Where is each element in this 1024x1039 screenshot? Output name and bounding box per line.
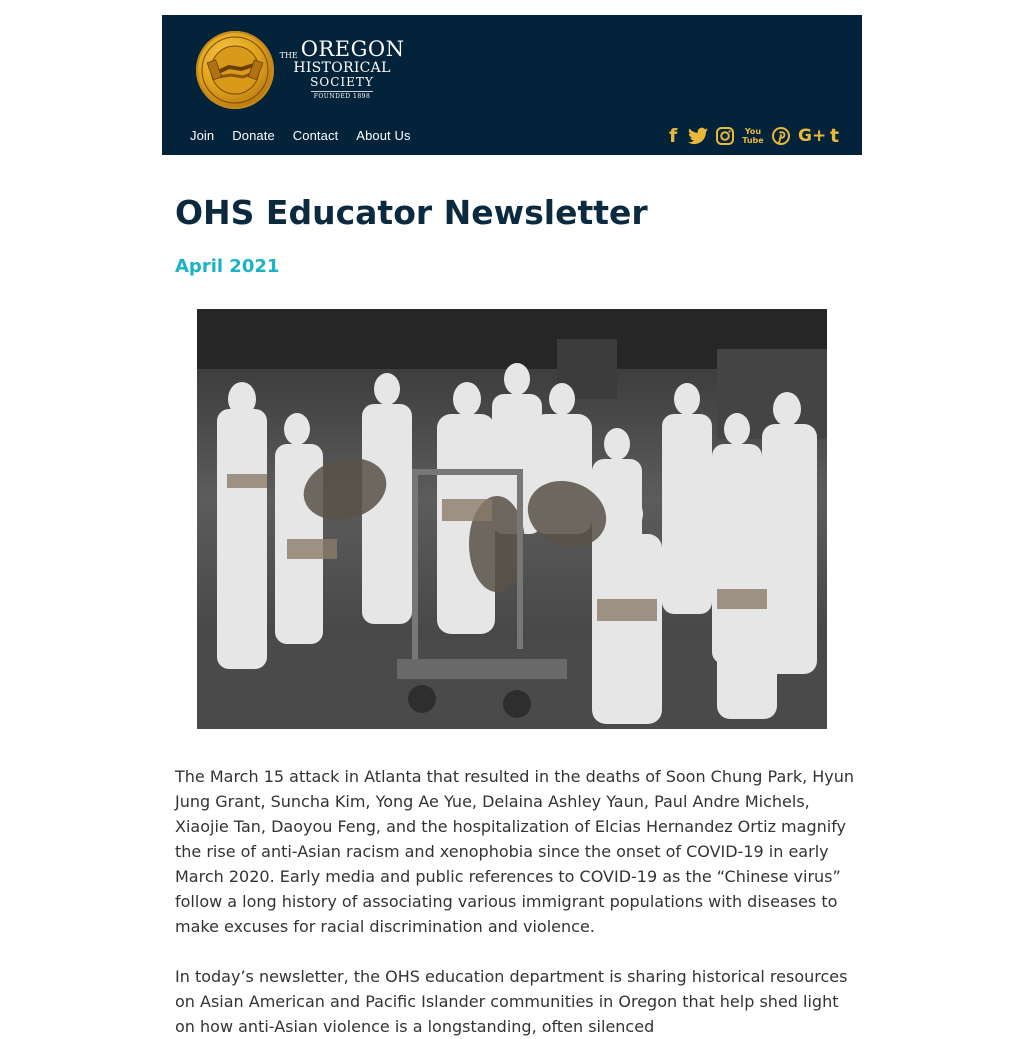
hero-photo[interactable] (197, 309, 827, 729)
newsletter-date: April 2021 (175, 256, 280, 277)
newsletter-title: OHS Educator Newsletter (175, 193, 648, 232)
pinterest-icon[interactable] (772, 125, 790, 147)
body-paragraph-2: In today’s newsletter, the OHS education department is sharing historical resources on Asian American and Pacific Islander communities in Oregon that help shed light on how anti-Asian violence is a longstanding, often silenced (175, 967, 848, 1036)
wordmark-historical: HISTORICAL (293, 60, 391, 76)
nav-link-contact[interactable]: Contact (292, 128, 339, 143)
nav-link-join[interactable]: Join (190, 128, 215, 143)
header-nav (190, 128, 429, 143)
instagram-icon[interactable] (716, 125, 734, 147)
body-paragraph-1: The March 15 attack in Atlanta that resulted in the deaths of Soon Chung Park, Hyun Jung Grant, Suncha Kim, Yong Ae Yue, Delaina Ashley Yaun, Paul Andre Michels, Xiaojie Tan, Daoyou Feng, and the hospitalization of Elcias Hernandez Ortiz magnify the rise of anti-Asian racism and xenophobia since the onset of COVID-19 in early March 2020. Early media and public references to COVID-19 as the “Chinese virus” follow a long history of associating various immigrant populations with diseases to make excuses for racial discrimination and violence. (175, 767, 855, 936)
wordmark-the: THE (279, 51, 298, 60)
wordmark-divider (311, 91, 373, 92)
ohs-seal-logo[interactable] (196, 31, 274, 109)
google-plus-icon[interactable]: G+ (798, 126, 827, 146)
youtube-icon[interactable]: You Tube (742, 127, 764, 145)
wordmark-oregon: OREGON (300, 37, 405, 61)
social-links (669, 125, 840, 147)
facebook-icon[interactable]: f (669, 125, 678, 147)
email-header (162, 15, 862, 155)
wordmark-founded: FOUNDED 1898 (313, 93, 371, 100)
tumblr-icon[interactable]: t (830, 125, 840, 147)
nav-link-donate[interactable]: Donate (232, 128, 275, 143)
twitter-icon[interactable] (688, 125, 708, 147)
wordmark-society: SOCIETY (310, 75, 374, 89)
nav-link-about-us[interactable]: About Us (356, 128, 411, 143)
ohs-wordmark[interactable] (279, 37, 405, 100)
